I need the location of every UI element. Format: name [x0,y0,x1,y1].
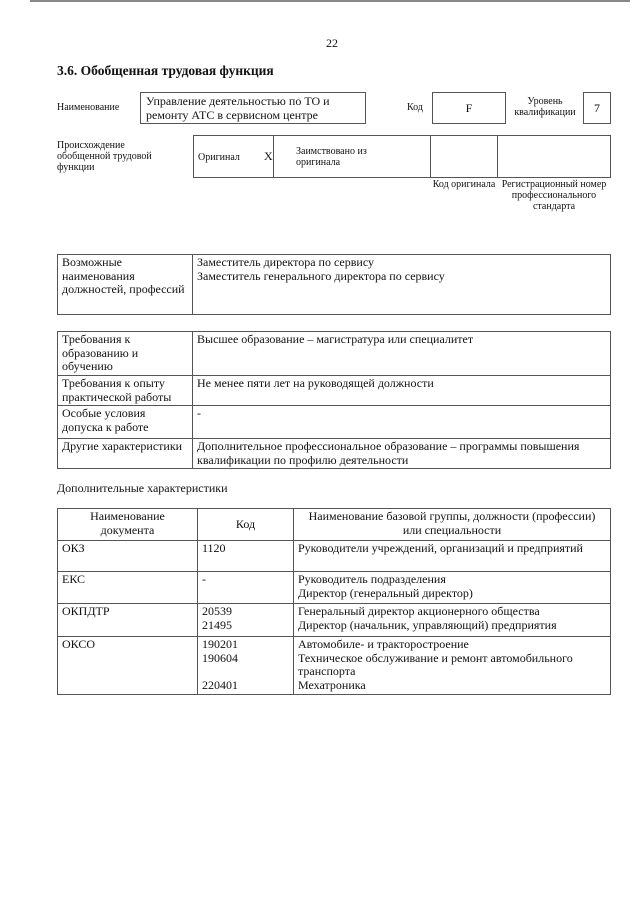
requirement-label: Другие характеристики [58,439,193,469]
additional-table [57,508,611,695]
table-row [58,332,611,376]
requirement-value: Не менее пяти лет на руководящей должности [193,376,611,406]
requirements-table [57,331,611,469]
name-value: Управление деятельностью по ТО и ремонту АТС в сервисном центре [140,92,366,124]
original-code-cell [430,135,498,178]
scan-edge-line [30,0,630,2]
requirement-value: - [193,406,611,439]
doc-cell: ОКЗ [58,541,198,572]
name-item: Автомобиле- и тракторостроение [298,637,469,651]
positions-label: Возможные наименования должностей, профессий [58,255,193,315]
position-item: Заместитель директора по сервису [197,255,374,269]
requirement-value: Дополнительное профессиональное образование – программы повышения квалификации по профилю деятельности [193,439,611,469]
name-cell [294,604,611,637]
page-number: 22 [326,36,338,50]
header-code: Код [198,509,294,541]
name-item: Генеральный директор акционерного общества [298,604,540,618]
positions-table [57,254,611,315]
additional-title: Дополнительные характеристики [57,481,228,495]
table-row [58,541,611,572]
requirement-label: Требования к опыту практической работы [58,376,193,406]
level-label: Уровень квалификации [514,96,576,118]
code-item: 1120 [202,541,226,555]
name-item: Руководитель подразделения [298,572,446,586]
header-name: Наименование базовой группы, должности (профессии) или специальности [294,509,611,541]
code-item: 21495 [202,617,232,632]
origin-label: Происхождение обобщенной трудовой функции [57,140,152,173]
code-cell [198,572,294,604]
table-row [58,439,611,469]
table-row [58,572,611,604]
header-doc: Наименование документа [58,509,198,541]
original-code-caption: Код оригинала [432,179,496,190]
table-row [58,637,611,695]
reg-number-cell [497,135,611,178]
name-item: Директор (генеральный директор) [298,585,473,600]
requirement-label: Особые условия допуска к работе [58,406,193,439]
original-label: Оригинал [198,152,240,163]
requirement-label: Требования к образованию и обучению [58,332,193,376]
reg-number-caption: Регистрационный номер профессионального стандарта [501,179,607,212]
code-value: F [432,92,506,124]
name-cell [294,572,611,604]
code-item: - [202,572,206,586]
name-label: Наименование [57,102,120,113]
code-cell [198,637,294,695]
code-item: 20539 [202,604,232,618]
doc-cell: ОКПДТР [58,604,198,637]
code-item: 190201 [202,637,238,651]
name-cell [294,637,611,695]
table-row [58,604,611,637]
positions-values [193,255,611,315]
section-heading: 3.6. Обобщенная трудовая функция [57,63,274,78]
original-mark: X [264,149,273,163]
table-header-row [58,509,611,541]
name-item: Техническое обслуживание и ремонт автомобильного транспорта [298,650,573,678]
borrowed-cell: Заимствовано из оригинала [273,135,431,178]
code-spacer [202,665,289,679]
code-item: 220401 [202,677,238,692]
name-cell [294,541,611,572]
name-item: Директор (начальник, управляющий) предприятия [298,617,557,632]
code-item: 190604 [202,650,238,665]
table-row [58,376,611,406]
doc-cell: ЕКС [58,572,198,604]
level-value: 7 [583,92,611,124]
code-label: Код [407,102,423,113]
doc-cell: ОКСО [58,637,198,695]
requirement-value: Высшее образование – магистратура или специалитет [193,332,611,376]
code-cell [198,604,294,637]
name-item: Мехатроника [298,677,366,692]
code-cell [198,541,294,572]
original-cell [193,135,274,178]
position-item: Заместитель генерального директора по сервису [197,268,445,283]
table-row [58,406,611,439]
name-item: Руководители учреждений, организаций и предприятий [298,541,583,555]
